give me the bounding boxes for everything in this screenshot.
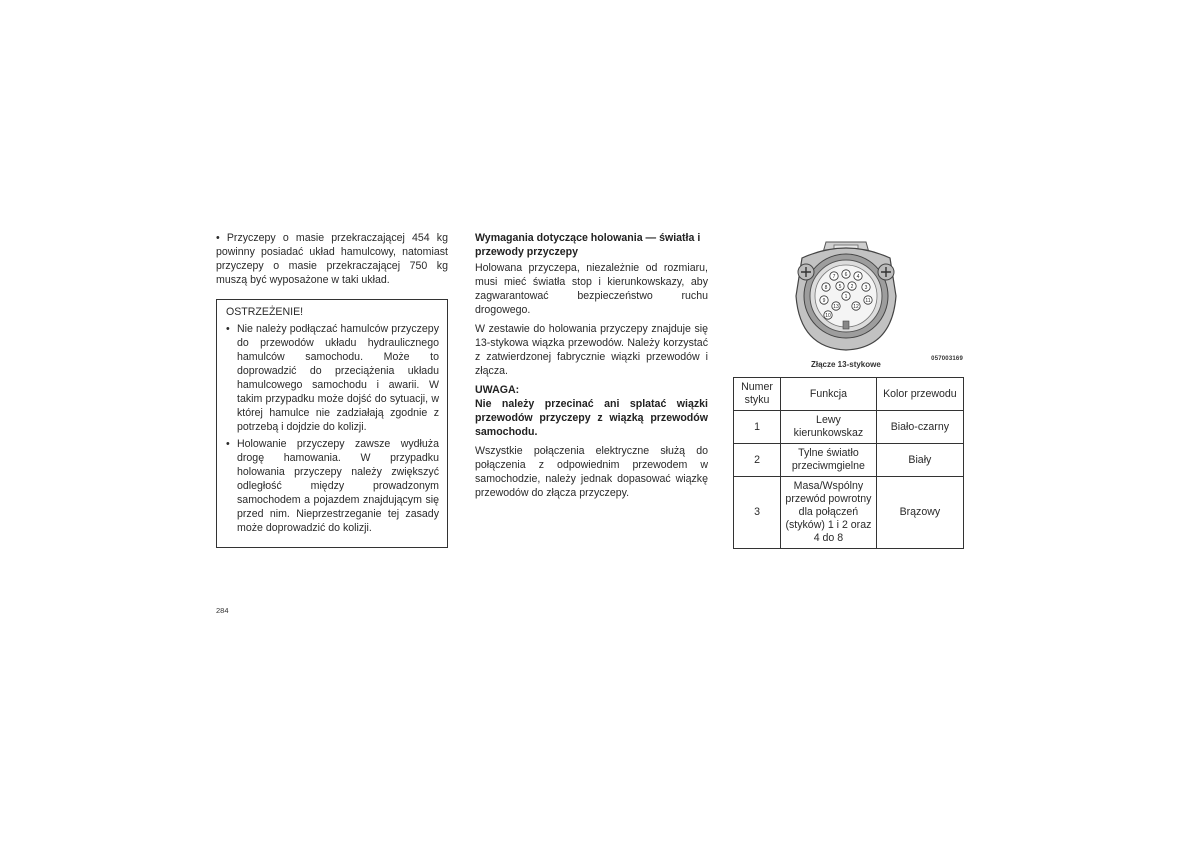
header-wire-color: Kolor przewodu [876,378,963,411]
warning-list [226,322,439,535]
cell-pin: 3 [734,477,781,549]
note-text: Nie należy przecinać ani splatać wiązki przewodów przyczepy z wiązką przewodów samochodu. [475,398,708,438]
paragraph-harness: W zestawie do holowania przyczepy znajduje się 13-stykowa wiązka przewodów. Należy korzystać z zatwierdzonej fabrycznie wiązki przewodów i złącza. [475,323,708,377]
cell-pin: 2 [734,444,781,477]
header-function: Funkcja [781,378,877,411]
warning-item: • Nie należy podłączać hamulców przyczepy do przewodów układu hydraulicznego hamulców samochodu. Może to doprowadzić do przeciążenia układu hamulcowego samochodu i awarii. W takim przypadku może dojść do sytuacji, w której hamulce nie zadziałają zgodnie z potrzebą i dojdzie do kolizji. [226,322,439,434]
cell-pin: 1 [734,411,781,444]
figure-caption: Złącze 13-stykowe [811,360,881,369]
cell-color: Biało-czarny [876,411,963,444]
13-pin-connector-icon [788,236,904,354]
note-label: UWAGA: [475,384,520,396]
cell-function: Lewy kierunkowskaz [781,411,877,444]
section-heading: Wymagania dotyczące holowania — światła i przewody przyczepy [475,232,701,258]
left-column [216,231,448,548]
cell-function: Masa/Wspólny przewód powrotny dla połączeń (styków) 1 i 2 oraz 4 do 8 [781,477,877,549]
pin-label: 9 [822,297,826,304]
table-row [734,477,964,549]
pin-label: 6 [844,271,848,278]
header-pin-number: Numer styku [734,378,781,411]
pin-label: 10 [825,312,831,319]
cell-function: Tylne światło przeciwmgielne [781,444,877,477]
table-row [734,444,964,477]
pin-label: 3 [864,284,868,291]
figure-code: 057003169 [931,356,963,362]
pin-label: 11 [865,297,871,304]
paragraph-connections: Wszystkie połączenia elektryczne służą do połączenia z odpowiednim przewodem w samochodzie, należy jednak dopasować wiązkę przewodów do złącza przyczepy. [475,445,708,499]
pin-label: 4 [856,273,860,280]
pin-label: 7 [832,273,836,280]
connector-figure [733,236,965,369]
pin-label: 8 [824,284,828,291]
table-header-row [734,378,964,411]
middle-column [475,231,708,505]
pin-label: 5 [838,283,842,290]
warning-box [216,299,448,548]
warning-item: • Holowanie przyczepy zawsze wydłuża drogę hamowania. W przypadku holowania przyczepy należy zwiększyć odległość między prowadzonym samochodem a pojazdem znajdującym się przed nim. Nieprzestrzeganie tej zasady może doprowadzić do kolizji. [226,437,439,535]
pin-label: 1 [844,293,848,300]
pin-label: 2 [850,283,854,290]
table-row [734,411,964,444]
right-column [733,236,965,549]
pin-table [733,377,964,549]
cell-color: Brązowy [876,477,963,549]
trailer-brakes-bullet: • Przyczepy o masie przekraczającej 454 kg powinny posiadać układ hamulcowy, natomiast przyczepy o masie przekraczającej 750 kg muszą być wyposażone w taki układ. [216,232,448,286]
pin-label: 13 [833,303,839,310]
warning-title: OSTRZEŻENIE! [226,306,304,318]
page-number: 284 [216,606,229,615]
cell-color: Biały [876,444,963,477]
pin-label: 12 [853,303,859,310]
paragraph-lights: Holowana przyczepa, niezależnie od rozmiaru, musi mieć światła stop i kierunkowskazy, aby zagwarantować bezpieczeństwo ruchu drogowego. [475,262,708,316]
